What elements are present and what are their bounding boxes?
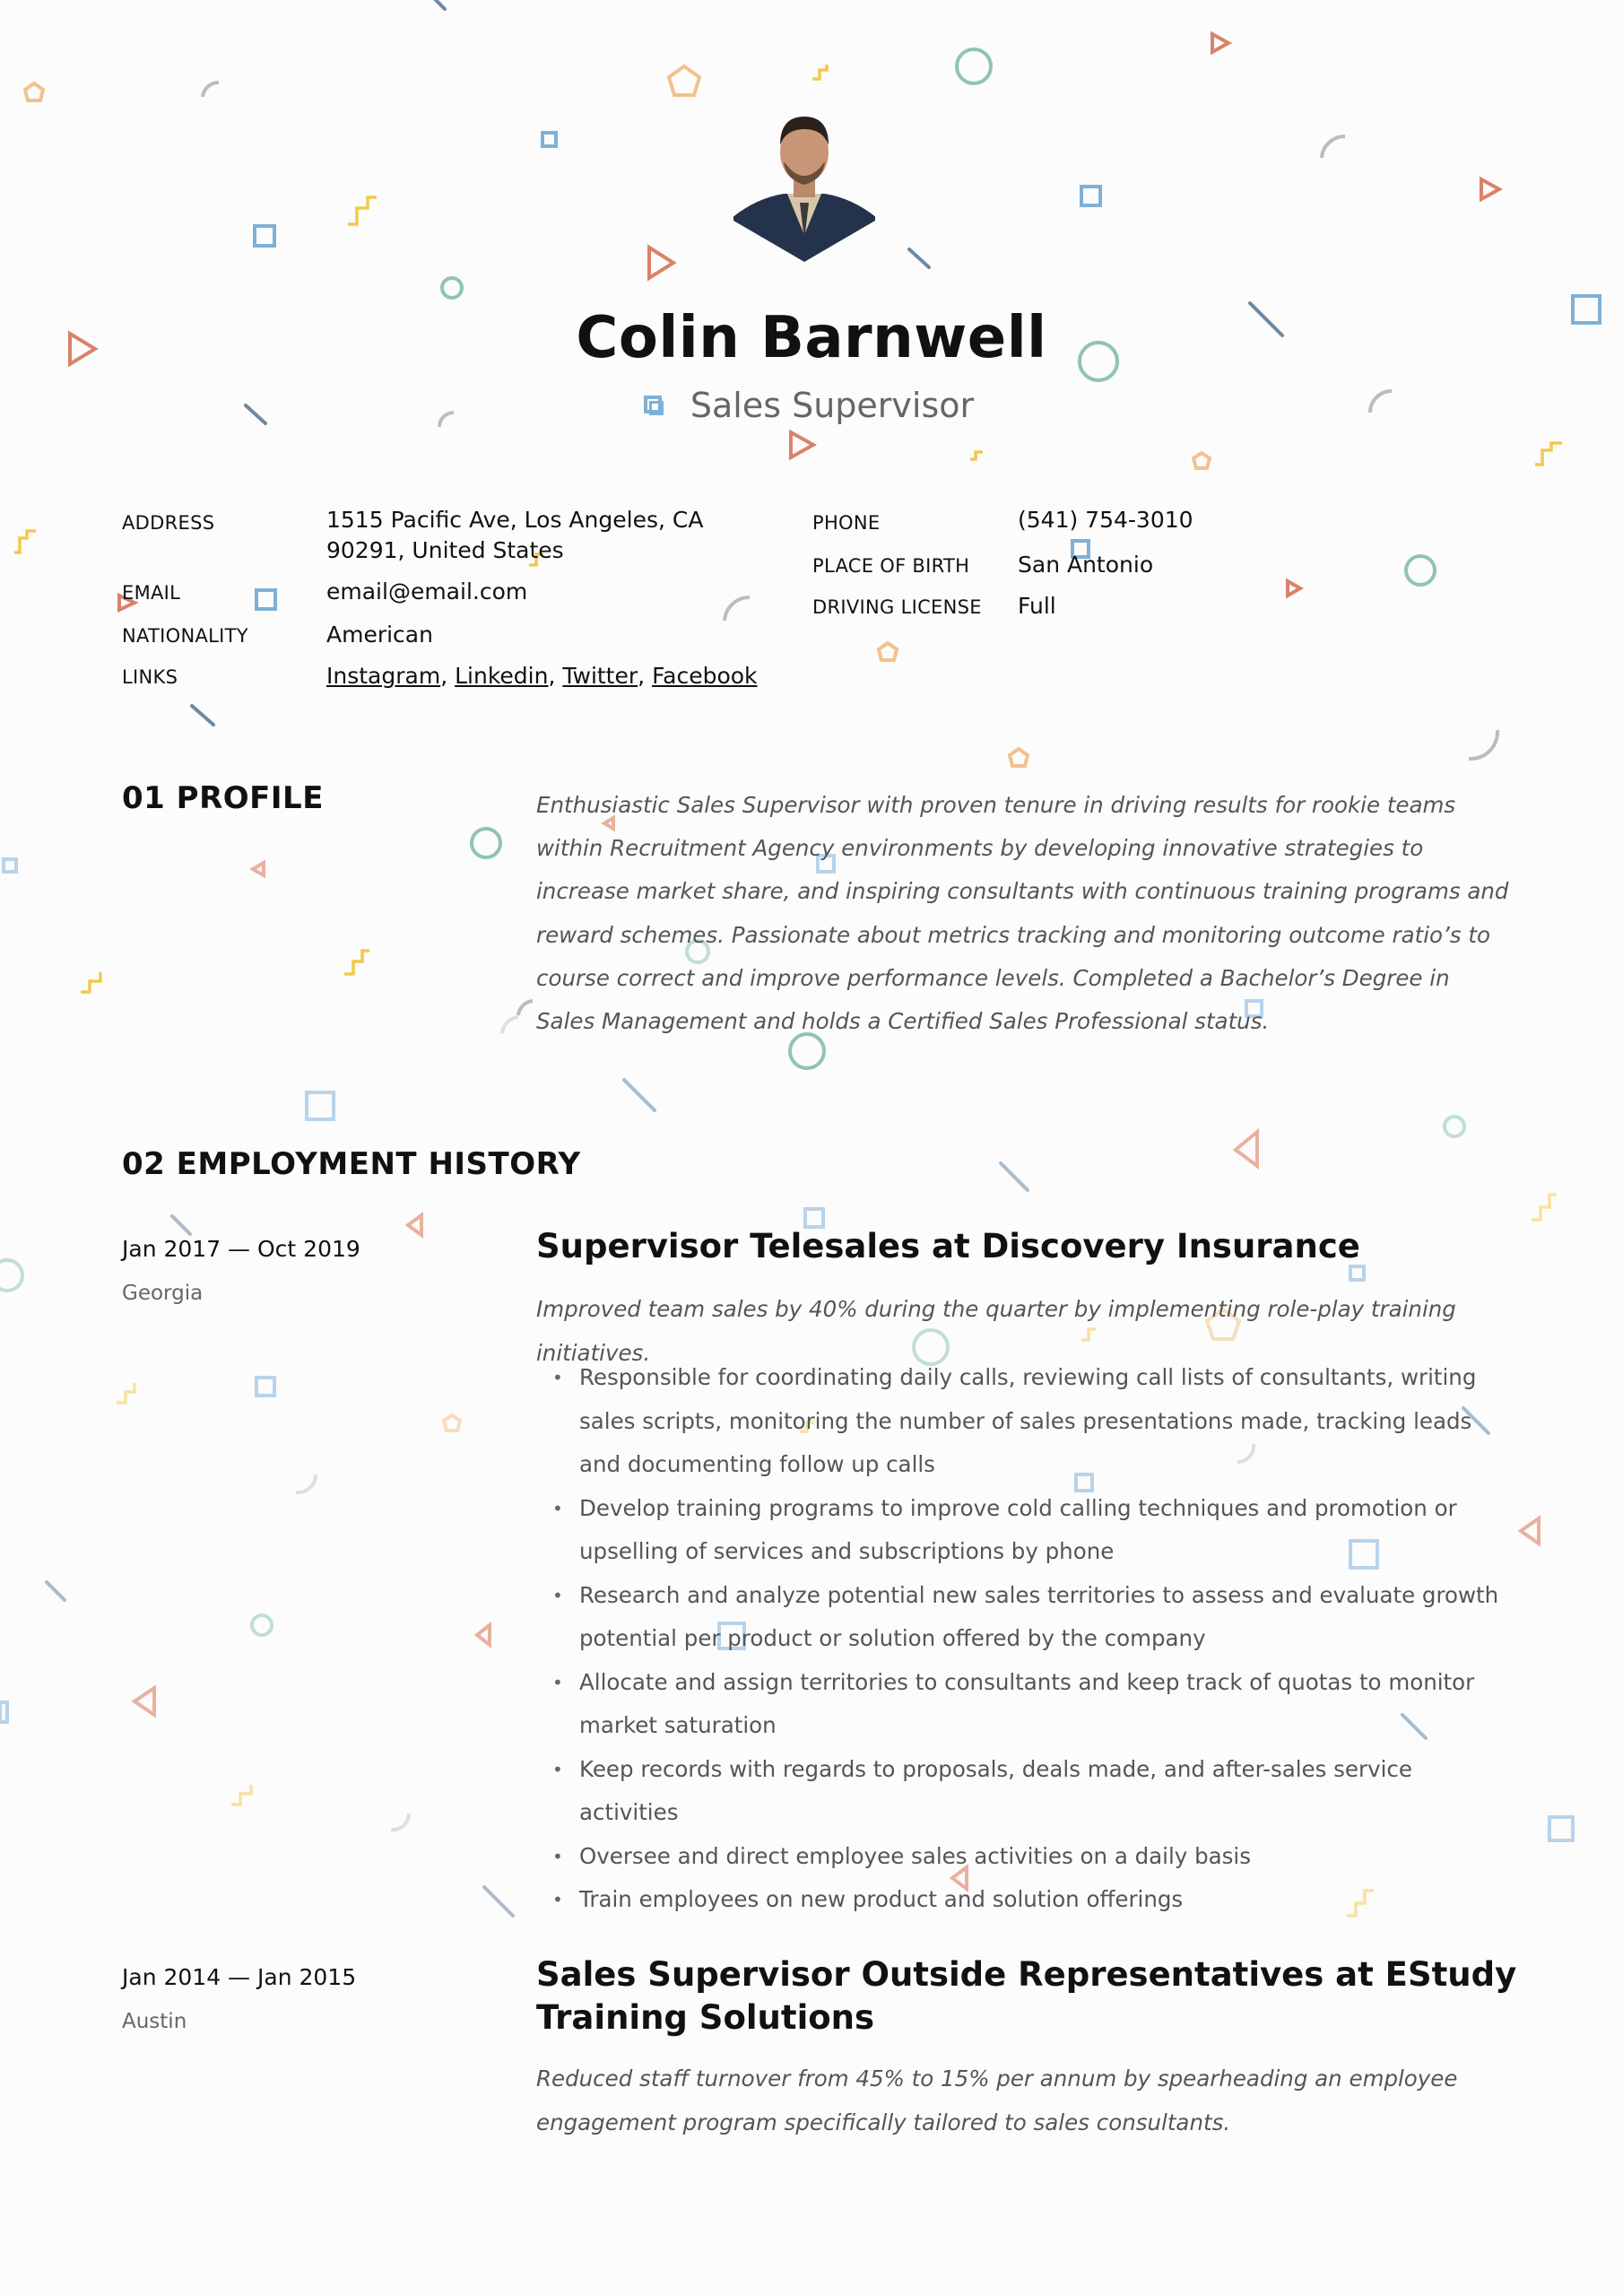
links-label: LINKS [122, 666, 178, 688]
job-title-text: Sales Supervisor [690, 386, 975, 425]
email-value[interactable]: email@email.com [326, 578, 528, 604]
twitter-link[interactable]: Twitter [562, 663, 638, 689]
profile-text: Enthusiastic Sales Supervisor with proven tenure in driving results for rookie teams within Recruitment Agency environments by developing innovative strategies to increase market share, and inspiring consultants with continuous training programs and reward schemes. Passionate about metrics tracking and monitoring outcome ratio’s to course correct and improve performance levels. Completed a Bachelor’s Degree in Sales Management and holds a Certified Sales Professional status. [536, 792, 1509, 1035]
list-item: • Develop training programs to improve cold calling techniques and promotion or upselling of services and subscriptions by phone [536, 1487, 1514, 1574]
birth-place-value: San Antonio [1018, 552, 1154, 578]
instagram-link[interactable]: Instagram [326, 663, 441, 689]
candidate-name: Colin Barnwell [576, 305, 1047, 371]
job-location: Georgia [122, 1282, 204, 1305]
list-item: • Train employees on new product and solution offerings [536, 1878, 1514, 1922]
nationality-value: American [326, 622, 433, 648]
list-item: • Research and analyze potential new sales territories to assess and evaluate growth potential per product or solution offered by the company [536, 1574, 1514, 1661]
linkedin-link[interactable]: Linkedin [455, 663, 549, 689]
employment-heading: 02 EMPLOYMENT HISTORY [122, 1146, 581, 1182]
driving-license-value: Full [1018, 593, 1056, 619]
square-bullet-icon [649, 401, 664, 415]
address-line-1: 1515 Pacific Ave, Los Angeles, CA [326, 507, 704, 533]
job-summary: Reduced staff turnover from 45% to 15% per annum by spearheading an employee engagement program specifically tailored to sales consultants. [536, 2066, 1458, 2135]
list-item: • Keep records with regards to proposals, deals made, and after-sales service activities [536, 1748, 1514, 1835]
job-title: Supervisor Telesales at Discovery Insurance [536, 1227, 1360, 1265]
address-value [326, 505, 703, 566]
phone-value: (541) 754-3010 [1018, 507, 1193, 533]
nationality-label: NATIONALITY [122, 625, 248, 647]
birth-place-label: PLACE OF BIRTH [812, 555, 970, 577]
job-title: Sales Supervisor Outside Representatives at EStudy Training Solutions [536, 1955, 1517, 2037]
list-item: • Oversee and direct employee sales activities on a daily basis [536, 1835, 1514, 1879]
avatar [733, 90, 875, 262]
email-label: EMAIL [122, 582, 181, 604]
address-label: ADDRESS [122, 512, 215, 534]
profile-heading: 01 PROFILE [122, 780, 324, 816]
list-item: • Responsible for coordinating daily calls, reviewing call lists of consultants, writing sales scripts, monitoring the number of sales presentations made, tracking leads and documenting follow up calls [536, 1356, 1514, 1487]
driving-license-label: DRIVING LICENSE [812, 596, 982, 618]
job-dates: Jan 2014 — Jan 2015 [122, 1964, 357, 1990]
job-responsibilities [536, 1356, 1514, 1922]
job-summary: Improved team sales by 40% during the quarter by implementing role-play training initiatives. [536, 1296, 1456, 1366]
address-line-2: 90291, United States [326, 537, 564, 563]
list-item: • Allocate and assign territories to consultants and keep track of quotas to monitor market saturation [536, 1661, 1514, 1748]
phone-label: PHONE [812, 512, 881, 534]
job-location: Austin [122, 2010, 187, 2033]
links-value: Instagram, Linkedin, Twitter, Facebook [326, 663, 758, 689]
job-dates: Jan 2017 — Oct 2019 [122, 1236, 360, 1262]
facebook-link[interactable]: Facebook [652, 663, 758, 689]
candidate-title [0, 386, 1623, 425]
